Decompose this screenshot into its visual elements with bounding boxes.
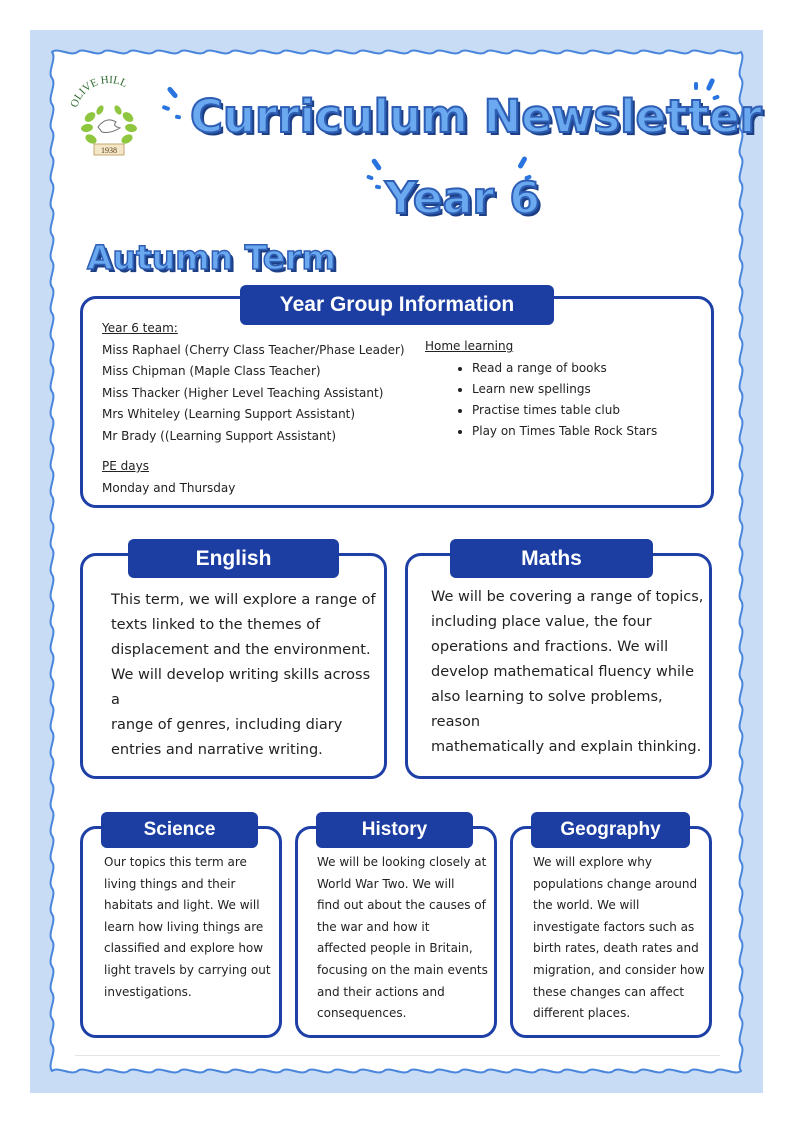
text-line: these changes can affect [533,984,685,999]
year-heading: Year 6 [385,173,540,224]
history-heading: History [316,812,473,848]
list-item: • Play on Times Table Rock Stars [472,421,705,442]
text-line: We will develop writing skills across a [111,667,371,708]
text-line: We will explore why [533,855,652,869]
text-line: birth rates, death rates and [533,941,699,956]
text-line: different places. [533,1006,631,1021]
text-line: World War Two. We will [317,876,455,891]
text-line: populations change around [533,876,698,891]
term-heading: Autumn Term [87,238,336,277]
text-line: We will be covering a range of topics, [431,589,704,605]
logo-school-name: OLIVE HILL [68,73,130,110]
footer-divider [75,1055,720,1056]
text-line: This term, we will explore a range of [111,592,376,608]
text-line: investigations. [104,984,192,999]
text-line: including place value, the four [431,614,652,630]
history-text [317,852,495,1025]
pe-label: PE days [102,459,149,473]
school-logo [68,72,150,160]
english-text [111,588,381,763]
text-line: living things and their [104,876,236,891]
text-line: consequences. [317,1006,407,1021]
text-line: texts linked to the themes of [111,617,321,633]
home-learning-list [425,358,705,442]
english-heading: English [128,539,339,578]
science-text [104,852,280,1003]
text-line: investigate factors such as [533,919,695,934]
team-label: Year 6 team: [102,321,178,335]
text-line: and their actions and [317,984,445,999]
geography-heading: Geography [531,812,690,848]
text-line: Our topics this term are [104,855,247,869]
text-line: entries and narrative writing. [111,742,323,758]
team-member: Miss Raphael (Cherry Class Teacher/Phase Leader) [102,342,405,357]
home-learning-label: Home learning [425,339,514,353]
list-item: • Practise times table club [472,400,705,421]
text-line: the war and how it [317,919,430,934]
team-member: Miss Chipman (Maple Class Teacher) [102,364,321,378]
text-line: classified and explore how [104,941,264,956]
text-line: focusing on the main events [317,962,488,977]
text-line: displacement and the environment. [111,642,371,658]
maths-text [431,585,706,760]
text-line: habitats and light. We will [104,898,260,913]
text-line: migration, and consider how [533,962,705,977]
text-line: develop mathematical fluency while [431,664,694,680]
maths-heading: Maths [450,539,653,578]
text-line: find out about the causes of [317,898,486,913]
logo-year: 1938 [101,146,117,155]
geography-text [533,852,709,1025]
text-line: affected people in Britain, [317,941,473,956]
pe-days: Monday and Thursday [102,480,236,495]
text-line: light travels by carrying out [104,962,271,977]
text-line: range of genres, including diary [111,717,343,733]
home-learning-section [425,336,705,442]
text-line: the world. We will [533,898,640,913]
text-line: We will be looking closely at [317,855,487,869]
text-line: learn how living things are [104,919,264,934]
team-member: Mr Brady ((Learning Support Assistant) [102,428,337,443]
science-heading: Science [101,812,258,848]
text-line: mathematically and explain thinking. [431,739,702,755]
newsletter-title: Curriculum Newsletter [190,90,762,143]
team-member: Miss Thacker (Higher Level Teaching Assistant) [102,385,384,400]
team-section [102,318,422,499]
team-member: Mrs Whiteley (Learning Support Assistant) [102,407,356,421]
list-item: • Learn new spellings [472,379,705,400]
year-group-heading: Year Group Information [240,285,554,325]
text-line: also learning to solve problems, reason [431,689,663,730]
list-item: • Read a range of books [472,358,705,379]
text-line: operations and fractions. We will [431,639,669,655]
